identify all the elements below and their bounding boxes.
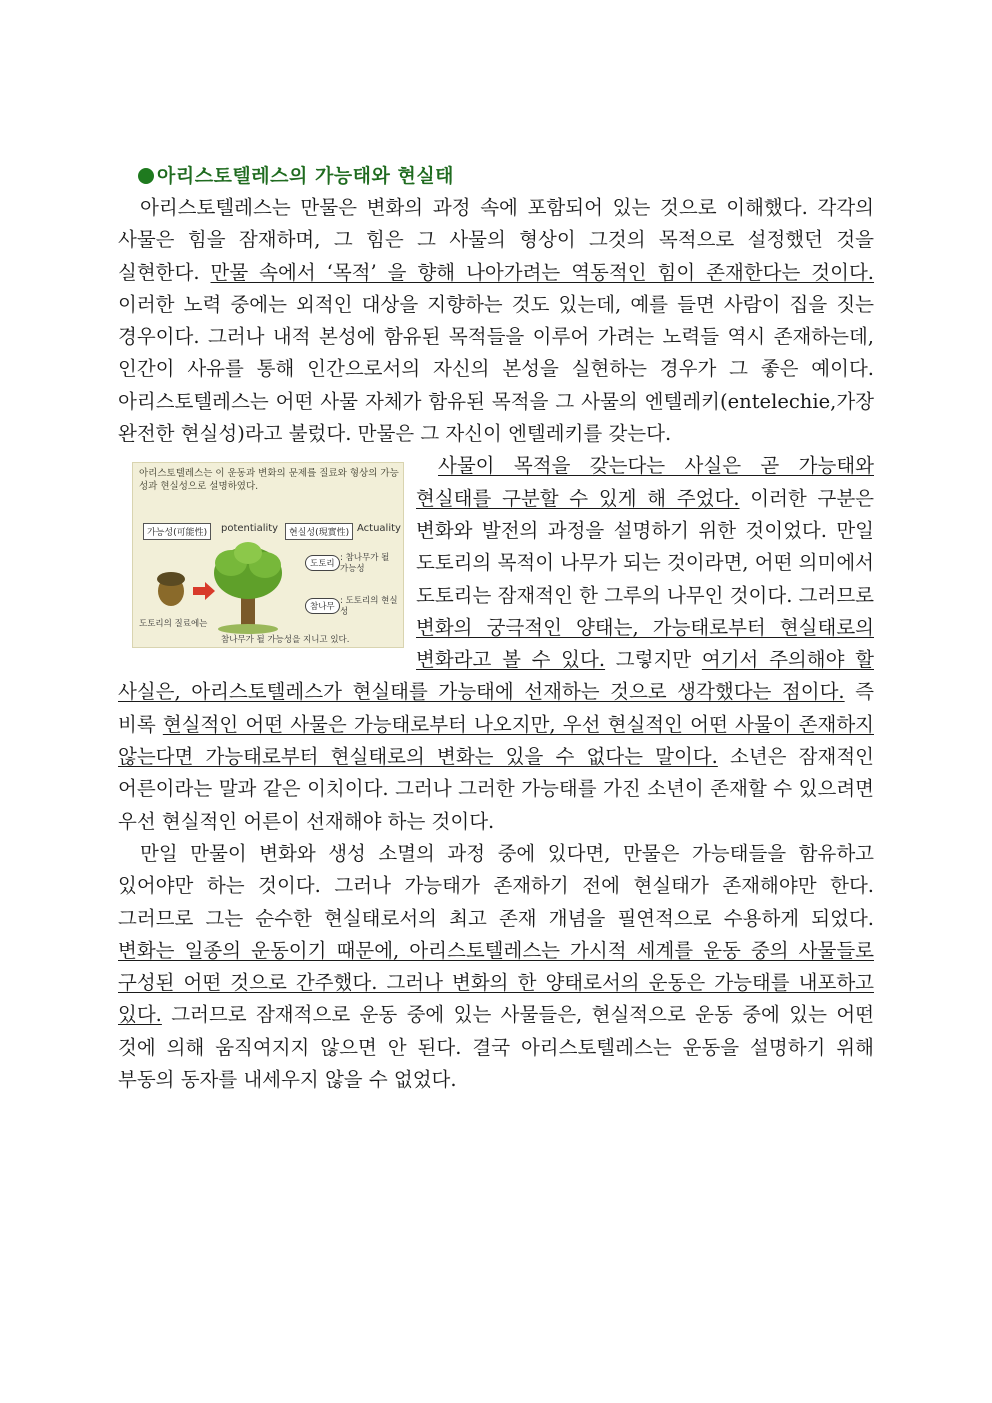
acorn-oval: 도토리 (305, 555, 340, 571)
oak-note: : 도토리의 현실성 (340, 596, 398, 618)
heading-text: 아리스토텔레스의 가능태와 현실태 (157, 165, 455, 187)
grass (218, 624, 278, 634)
bottom-label: 참나무가 될 가능성을 지니고 있다. (221, 635, 350, 646)
acorn-cap (157, 572, 185, 586)
bullet-icon (138, 168, 154, 184)
paragraph-1 (118, 192, 874, 450)
underlined-text: 사물이 목적을 갖는다는 사실은 곧 가능태와 현실태를 구분할 수 있게 해 주었다. (416, 454, 874, 510)
acorn-oak-figure (132, 462, 404, 648)
underlined-text: 변화의 궁극적인 양태는, 가능태로부터 현실태로의 변화라고 볼 수 있다. (416, 615, 874, 672)
oak-oval: 참나무 (305, 598, 340, 614)
possibility-box: 가능성(可能性) (143, 523, 211, 540)
actuality-label: Actuality (357, 523, 401, 535)
underlined-text: 여기서 주의해야 할 사실은, 아리스토텔레스가 현실태를 가능태에 선재하는 것으로 생각했다는 점이다. (118, 648, 874, 704)
text-span: 소년은 잠재적인 어른이라는 말과 같은 이치이다. 그러나 그러한 가능태를 가진 소년이 존재할 수 있으려면 우선 현실적인 어른이 선재해야 하는 것이다. (118, 745, 874, 833)
arrow-icon (193, 582, 215, 600)
acorn-note: : 참나무가 될 가능성 (340, 553, 390, 575)
underlined-text: 변화는 일종의 운동이기 때문에, 아리스토텔레스는 가시적 세계를 운동 중의 사물들로 구성된 어떤 것으로 간주했다. 그러나 변화의 한 양태로서의 운동은 가능태를 내포하고 있다. (118, 938, 874, 1027)
tree-crown-part (234, 542, 262, 564)
text-span: 그렇지만 (605, 648, 702, 672)
text-span: 즉 비록 (118, 680, 874, 736)
figure-caption: 아리스토텔레스는 이 운동과 변화의 문제를 질료와 형상의 가능성과 현실성으로 설명하였다. (139, 468, 399, 493)
actuality-box: 현실성(現實性) (285, 523, 353, 540)
acorn-label: 도토리의 질료에는 (139, 619, 208, 630)
text-span: 만일 만물이 변화와 생성 소멸의 과정 중에 있다면, 만물은 가능태들을 함유하고 있어야만 하는 것이다. 그러나 가능태가 존재하기 전에 현실태가 존재해야만 한다. 그러므로 그는 순수한 현실태로서의 최고 존재 개념을 필연적으로 수용하게 되었다. (118, 841, 874, 930)
potentiality-label: potentiality (221, 523, 279, 535)
paragraph-3 (118, 838, 874, 1096)
section-heading (118, 160, 874, 192)
text-span: 이러한 노력 중에는 외적인 대상을 지향하는 것도 있는데, 예를 들면 사람이 집을 짓는 경우이다. 그러나 내적 본성에 함유된 목적들을 이루어 가려는 노력들 역시 존재하는데, 인간이 사유를 통해 인간으로서의 자신의 본성을 실현하는 경우가 그 좋은 예이다. 아리스토텔레스는 어떤 사물 자체가 함유된 목적을 그 사물의 엔텔레키(entelechie,가장 완전한 현실성)라고 불렀다. 만물은 그 자신이 엔텔레키를 갖는다. (118, 292, 874, 446)
underlined-text: 만물 속에서 ‘목적’ 을 향해 나아가려는 역동적인 힘이 존재한다는 것이다. (210, 260, 875, 284)
text-span: 아리스토텔레스는 만물은 변화의 과정 속에 포함되어 있는 것으로 이해했다. 각각의 사물은 힘을 잠재하며, 그 힘은 그 사물의 형상이 그것의 목적으로 설정했던 것을 실현한다. (118, 196, 874, 284)
document-page (118, 160, 874, 1096)
text-span: 이러한 구분은 변화와 발전의 과정을 설명하기 위한 것이었다. 만일 도토리의 목적이 나무가 되는 것이라면, 어떤 의미에서 도토리는 잠재적인 한 그루의 나무인 것이다. 그러므로 (416, 486, 874, 607)
text-span: 그러므로 잠재적으로 운동 중에 있는 사물들은, 현실적으로 운동 중에 있는 어떤 것에 의해 움직여지지 않으면 안 된다. 결국 아리스토텔레스는 운동을 설명하기 위해 부동의 동자를 내세우지 않을 수 없었다. (118, 1003, 874, 1092)
underlined-text: 현실적인 어떤 사물은 가능태로부터 나오지만, 우선 현실적인 어떤 사물이 존재하지 않는다면 가능태로부터 현실태로의 변화는 있을 수 없다는 말이다. (118, 712, 874, 769)
